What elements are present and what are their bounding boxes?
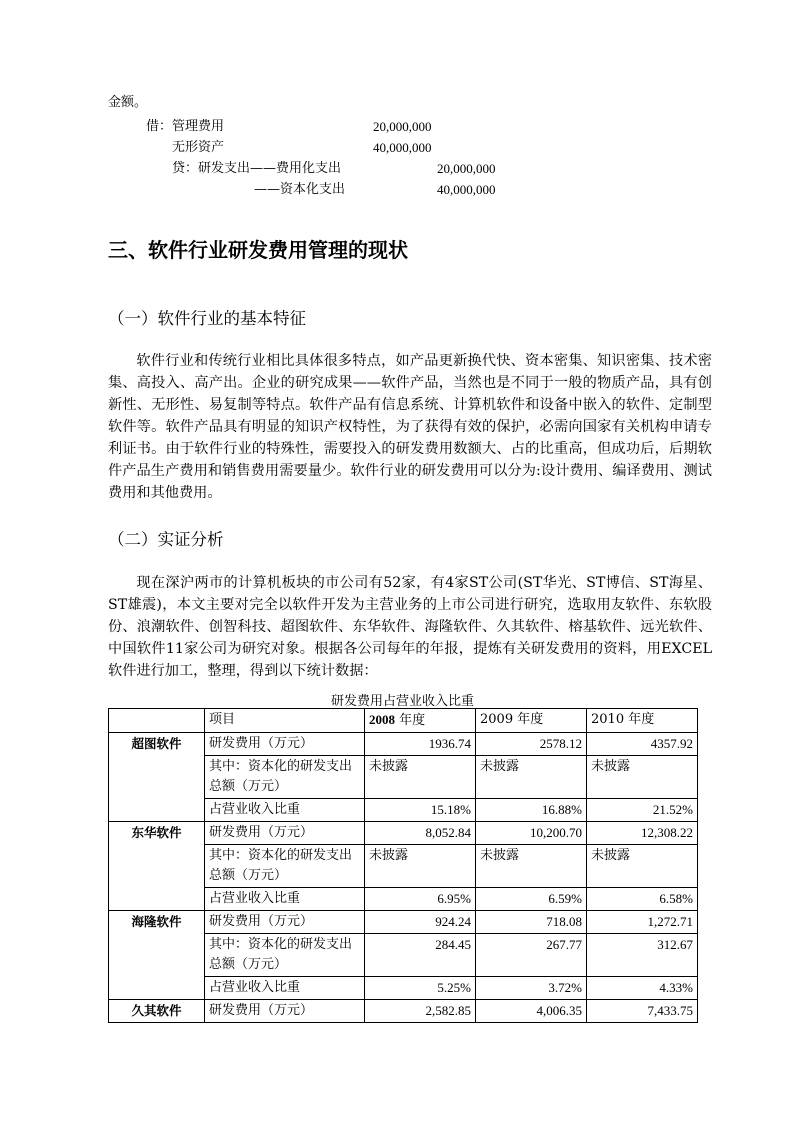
- journal-row-label: 无形资产: [172, 140, 225, 155]
- table-cell: 2578.12: [476, 733, 587, 756]
- table-row: [109, 977, 698, 1000]
- company-name: 超图软件: [109, 733, 205, 756]
- journal-intro: 金额。: [108, 95, 148, 110]
- company-cell-continued: [109, 888, 205, 911]
- subsection-title: （二）实证分析: [108, 530, 224, 549]
- year-suffix: 年度: [399, 713, 426, 728]
- table-row: [109, 733, 698, 756]
- subsection-title: （一）软件行业的基本特征: [108, 309, 306, 328]
- table-cell: 16.88%: [476, 799, 587, 822]
- row-label: 其中：资本化的研发支出总额（万元）: [205, 756, 365, 799]
- table-header-cell: [109, 709, 205, 733]
- journal-row-amount: 40,000,000: [437, 182, 496, 197]
- journal-row-amount: 20,000,000: [373, 119, 432, 134]
- table-row: [109, 1000, 698, 1023]
- rd-expense-table: [108, 708, 698, 1023]
- table-cell: 312.67: [587, 934, 698, 977]
- table-cell: 6.58%: [587, 888, 698, 911]
- body-paragraph: 现在深沪两市的计算机板块的市公司有52家，有4家ST公司(ST华光、ST博信、ST海星、ST雄震)，本文主要对完全以软件开发为主营业务的上市公司进行研究，选取用友软件、东软股份、浪潮软件、创智科技、超图软件、东华软件、海隆软件、久其软件、榕基软件、远光软件、中国软件11家公司为研究对象。根据各公司每年的年报，提炼有关研发费用的资料，用EXCEL软件进行加工，整理，得到以下统计数据：: [108, 575, 712, 679]
- table-cell: 未披露: [476, 845, 587, 888]
- table-cell: 15.18%: [365, 799, 476, 822]
- table-cell: 6.59%: [476, 888, 587, 911]
- table-row: [109, 888, 698, 911]
- row-label: 研发费用（万元）: [205, 1000, 365, 1023]
- journal-row-amount: 40,000,000: [373, 140, 432, 155]
- table-cell: 2,582.85: [365, 1000, 476, 1023]
- table-cell: 21.52%: [587, 799, 698, 822]
- journal-row-label: 贷：研发支出——费用化支出: [172, 161, 342, 176]
- table-cell: 7,433.75: [587, 1000, 698, 1023]
- row-label: 其中：资本化的研发支出总额（万元）: [205, 845, 365, 888]
- row-label: 研发费用（万元）: [205, 733, 365, 756]
- journal-row-label: ——资本化支出: [254, 182, 346, 197]
- company-name: 东华软件: [109, 822, 205, 845]
- table-cell: 3.72%: [476, 977, 587, 1000]
- table-cell: 5.25%: [365, 977, 476, 1000]
- company-cell-continued: [109, 799, 205, 822]
- row-label: 其中：资本化的研发支出总额（万元）: [205, 934, 365, 977]
- company-cell-continued: [109, 845, 205, 888]
- table-cell: 4,006.35: [476, 1000, 587, 1023]
- body-paragraph: 软件行业和传统行业相比具体很多特点，如产品更新换代快、资本密集、知识密集、技术密集、高投入、高产出。企业的研究成果——软件产品，当然也是不同于一般的物质产品，具有创新性、无形性、易复制等特点。软件产品有信息系统、计算机软件和设备中嵌入的软件、定制型软件等。软件产品具有明显的知识产权特性，为了获得有效的保护，必需向国家有关机构申请专利证书。由于软件行业的特殊性，需要投入的研发费用数额大、占的比重高，但成功后，后期软件产品生产费用和销售费用需要量少。软件行业的研发费用可以分为:设计费用、编译费用、测试费用和其他费用。: [108, 353, 712, 501]
- company-cell-continued: [109, 977, 205, 1000]
- table-cell: 10,200.70: [476, 822, 587, 845]
- table-cell: 267.77: [476, 934, 587, 977]
- table-cell: 924.24: [365, 911, 476, 934]
- row-label: 占营业收入比重: [205, 799, 365, 822]
- table-row: [109, 845, 698, 888]
- table-row: [109, 799, 698, 822]
- row-label: 占营业收入比重: [205, 888, 365, 911]
- table-header-cell: 2010 年度: [587, 709, 698, 733]
- table-cell: 未披露: [365, 756, 476, 799]
- table-cell: 未披露: [365, 845, 476, 888]
- table-cell: 4.33%: [587, 977, 698, 1000]
- table-cell: 284.45: [365, 934, 476, 977]
- table-cell: 4357.92: [587, 733, 698, 756]
- table-row: [109, 822, 698, 845]
- table-cell: 12,308.22: [587, 822, 698, 845]
- table-cell: 8,052.84: [365, 822, 476, 845]
- journal-row-amount: 20,000,000: [437, 161, 496, 176]
- section-title: 三、软件行业研发费用管理的现状: [108, 238, 408, 262]
- table-cell: 1,272.71: [587, 911, 698, 934]
- table-row: [109, 911, 698, 934]
- table-header-row: [109, 709, 698, 733]
- year-number: 2008: [369, 712, 395, 727]
- company-name: 海隆软件: [109, 911, 205, 934]
- table-cell: 未披露: [476, 756, 587, 799]
- table-header-cell: [365, 709, 476, 733]
- row-label: 研发费用（万元）: [205, 822, 365, 845]
- table-cell: 718.08: [476, 911, 587, 934]
- table-cell: 未披露: [587, 756, 698, 799]
- table-row: [109, 756, 698, 799]
- table-cell: 6.95%: [365, 888, 476, 911]
- table-cell: 1936.74: [365, 733, 476, 756]
- company-name: 久其软件: [109, 1000, 205, 1023]
- journal-row-label: 借：管理费用: [146, 119, 225, 134]
- row-label: 占营业收入比重: [205, 977, 365, 1000]
- row-label: 研发费用（万元）: [205, 911, 365, 934]
- table-row: [109, 934, 698, 977]
- company-cell-continued: [109, 756, 205, 799]
- table-header-cell: 项目: [205, 709, 365, 733]
- table-caption: 研发费用占营业收入比重: [330, 694, 474, 709]
- table-header-cell: 2009 年度: [476, 709, 587, 733]
- company-cell-continued: [109, 934, 205, 977]
- table-cell: 未披露: [587, 845, 698, 888]
